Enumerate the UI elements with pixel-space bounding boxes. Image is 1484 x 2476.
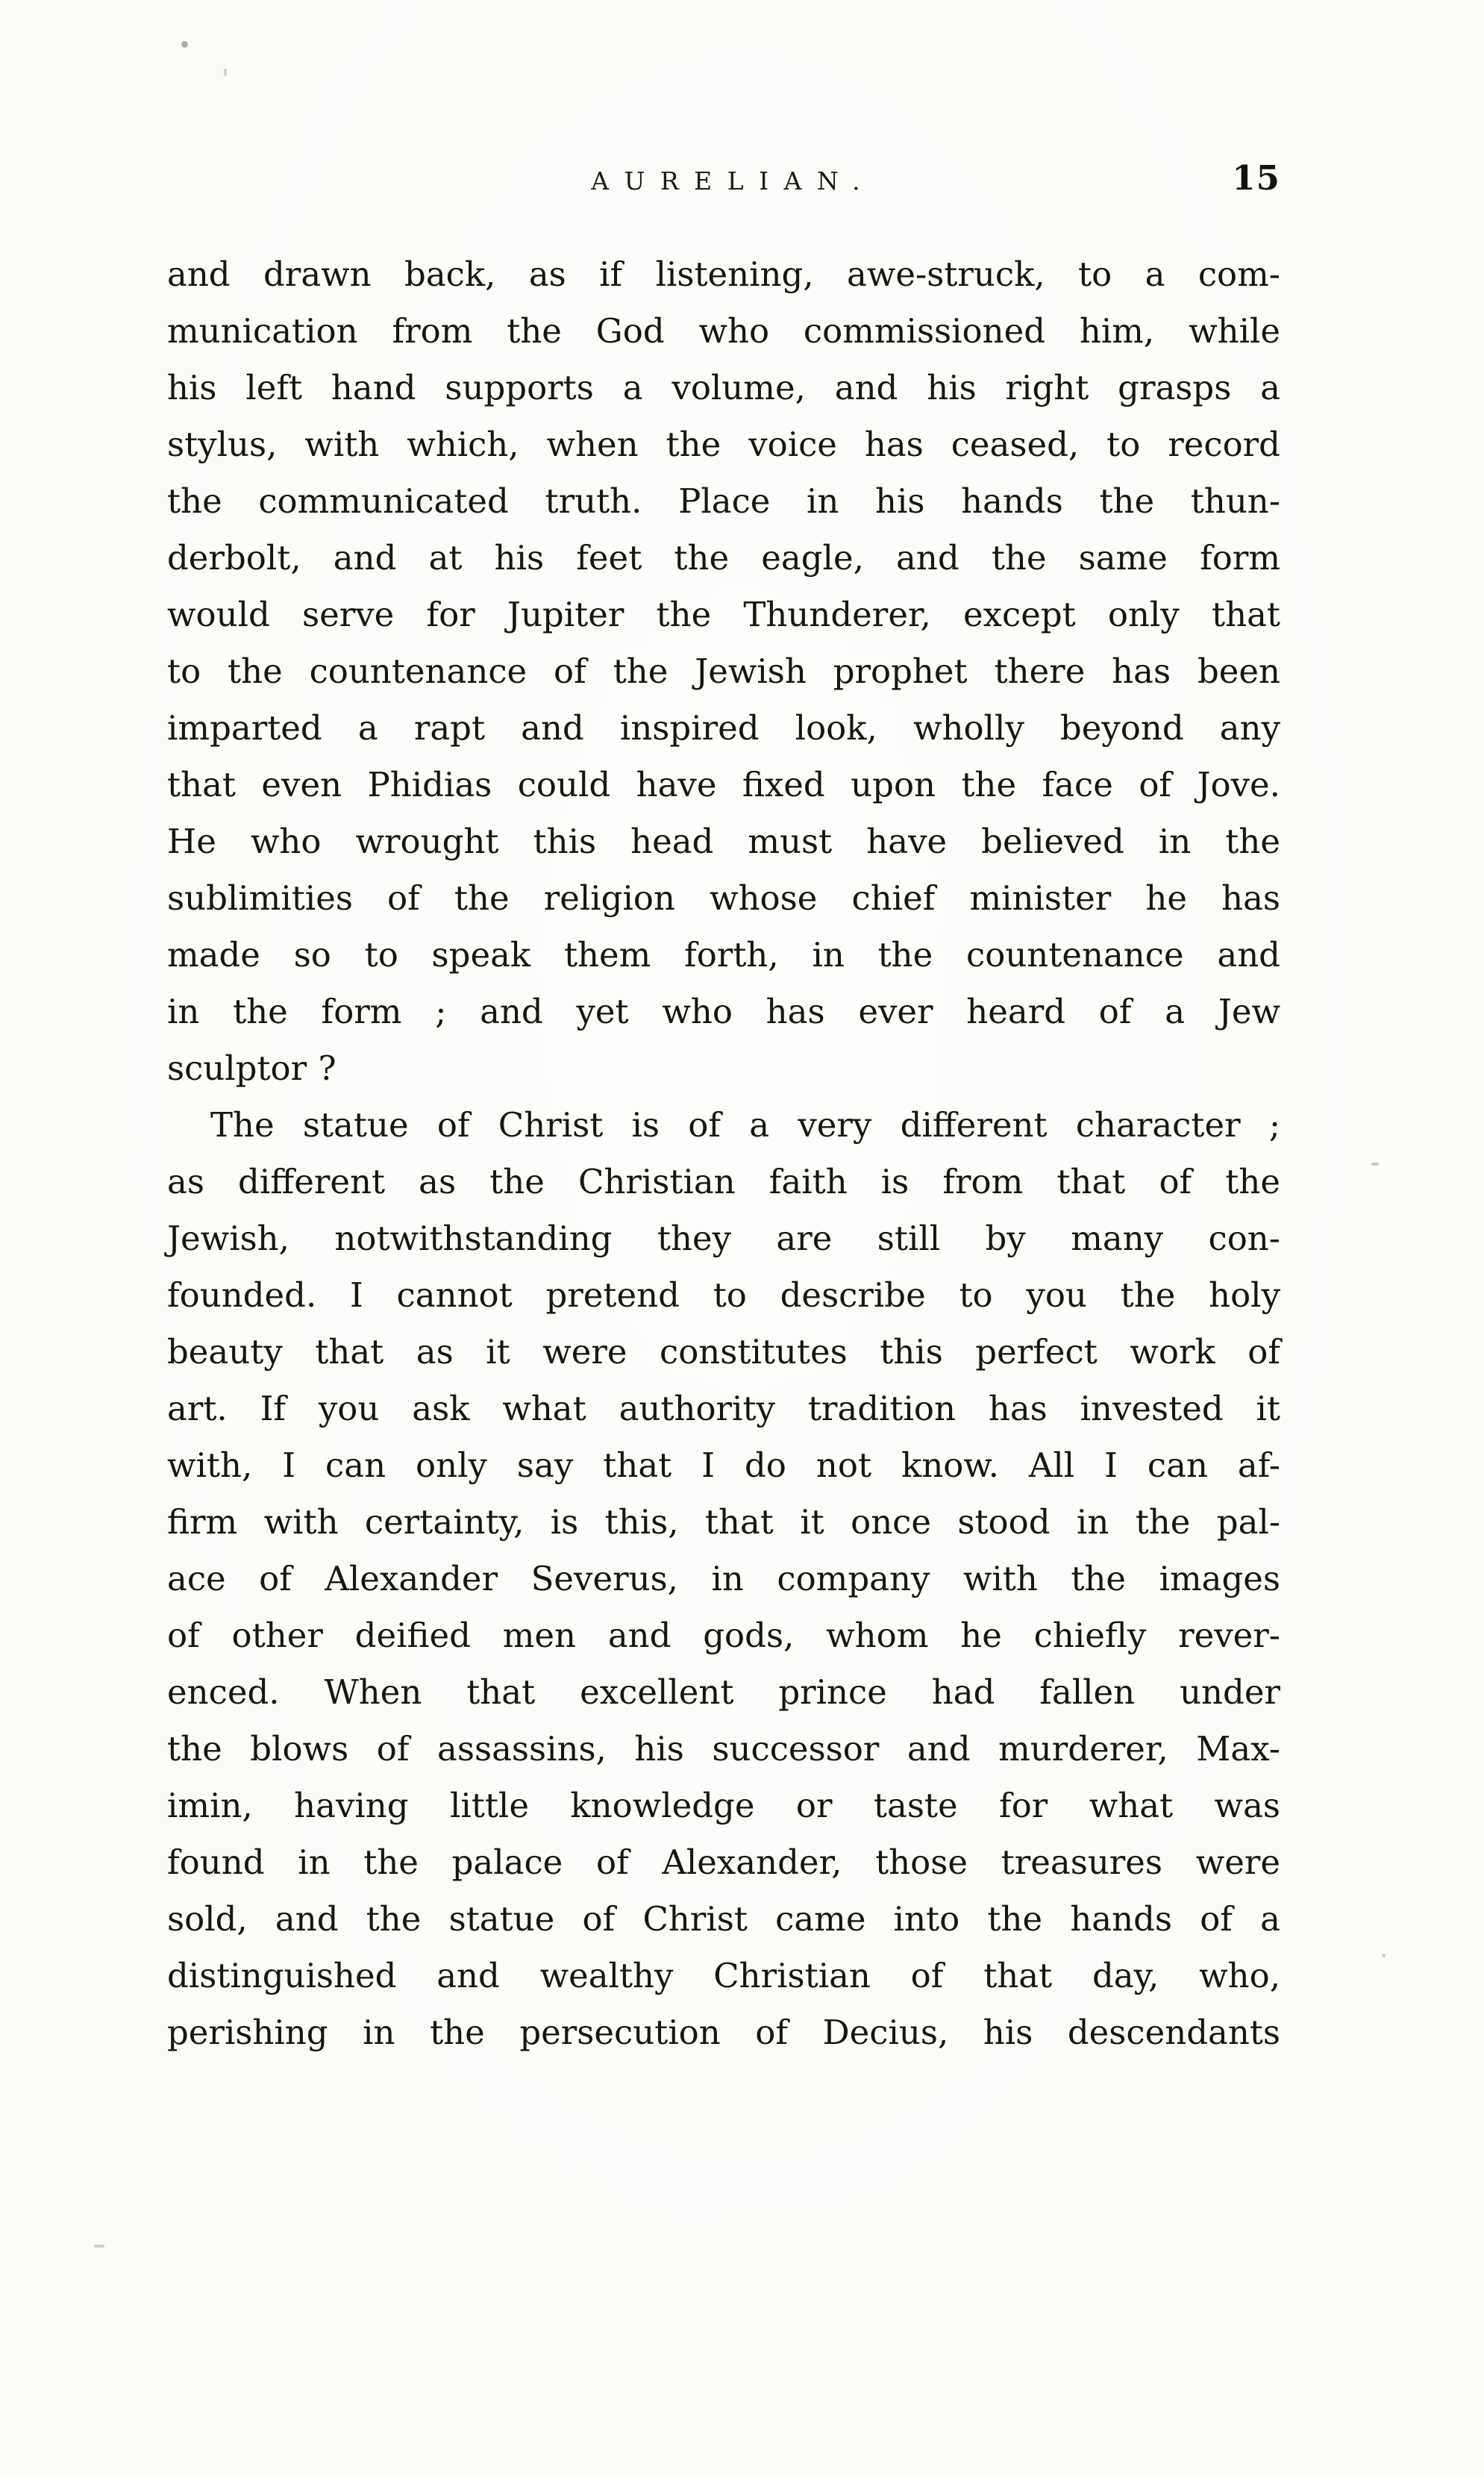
text-line: made so to speak them forth, in the countenance and (167, 935, 1280, 975)
scan-speck (181, 41, 188, 48)
scan-speck (94, 2245, 104, 2248)
text-line: of other deified men and gods, whom he chiefly rever- (167, 1616, 1280, 1655)
text-line: beauty that as it were constitutes this perfect work of (167, 1332, 1280, 1372)
text-line: sublimities of the religion whose chief minister he has (167, 878, 1280, 918)
text-line: He who wrought this head must have believed in the (167, 822, 1280, 861)
page-text (167, 246, 1280, 2061)
page-number: 15 (1232, 158, 1280, 198)
text-line: stylus, with which, when the voice has ceased, to record (167, 425, 1280, 464)
text-line: derbolt, and at his feet the eagle, and the same form (167, 538, 1280, 578)
text-line: Jewish, notwithstanding they are still by many con- (167, 1219, 1280, 1258)
scan-speck (1371, 1163, 1379, 1166)
text-line: imparted a rapt and inspired look, wholly beyond any (167, 708, 1280, 748)
scan-speck (1382, 1954, 1386, 1957)
scan-speck (224, 69, 227, 76)
text-line: in the form ; and yet who has ever heard of a Jew (167, 992, 1280, 1031)
text-line: the communicated truth. Place in his hands the thun- (167, 481, 1280, 521)
text-line: would serve for Jupiter the Thunderer, except only that (167, 595, 1280, 634)
text-line: ace of Alexander Severus, in company with the images (167, 1559, 1280, 1598)
text-line: founded. I cannot pretend to describe to you the holy (167, 1275, 1280, 1315)
text-line: and drawn back, as if listening, awe-struck, to a com- (167, 254, 1280, 294)
text-line: distinguished and wealthy Christian of that day, who, (167, 1956, 1280, 1995)
text-line: found in the palace of Alexander, those treasures were (167, 1842, 1280, 1882)
text-line: as different as the Christian faith is from that of the (167, 1162, 1280, 1201)
running-title: AURELIAN. (591, 166, 876, 196)
text-line: his left hand supports a volume, and his right grasps a (167, 368, 1280, 407)
text-line: sculptor ? (167, 1048, 336, 1088)
text-line: to the countenance of the Jewish prophet there has been (167, 651, 1280, 691)
text-line: imin, having little knowledge or taste for what was (167, 1786, 1280, 1825)
page-header (167, 158, 1280, 198)
text-line: The statue of Christ is of a very different character ; (210, 1105, 1280, 1145)
text-line: that even Phidias could have fixed upon the face of Jove. (167, 765, 1280, 804)
text-line: enced. When that excellent prince had fallen under (167, 1672, 1280, 1712)
text-line: munication from the God who commissioned him, while (167, 311, 1280, 351)
text-line: sold, and the statue of Christ came into the hands of a (167, 1899, 1280, 1939)
text-line: with, I can only say that I do not know. All I can af- (167, 1445, 1280, 1485)
text-line: art. If you ask what authority tradition has invested it (167, 1389, 1280, 1428)
text-line: the blows of assassins, his successor and murderer, Max- (167, 1729, 1280, 1769)
text-line: perishing in the persecution of Decius, his descendants (167, 2013, 1280, 2052)
text-line: firm with certainty, is this, that it once stood in the pal- (167, 1502, 1280, 1542)
